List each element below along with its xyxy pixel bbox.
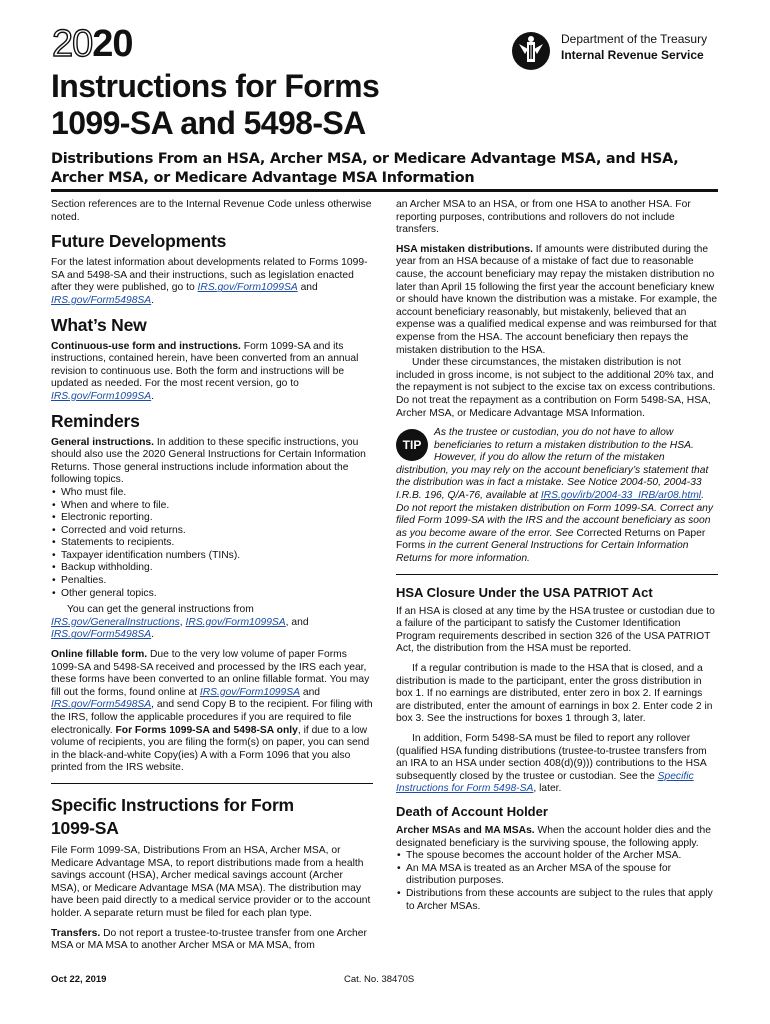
list-item: • Penalties. <box>51 575 373 588</box>
transfers-text: Transfers. Do not report a trustee-to-trustee transfer from one Archer MSA or MA MSA to another Archer MSA or MA MSA, from <box>51 927 367 952</box>
link-form5498sa[interactable]: IRS.gov/Form5498SA <box>51 294 152 306</box>
list-item: • Backup withholding. <box>51 562 373 575</box>
link-form1099sa-get[interactable]: IRS.gov/Form1099SA <box>185 616 286 628</box>
subtitle-line2: Archer MSA, or Medicare Advantage MSA Information <box>51 170 475 186</box>
online-fillable-text: Online fillable form. Due to the very low volume of paper Forms 1099-SA and 5498-SA received and processed by the IRS each year, these forms have been converted to an online fillable format. You may fill out the forms, found online at IRS.gov/Form1099SA and IRS.gov/Form5498SA, and send Copy B to the recipient. For filing with the IRS, follow the applicable procedures if you are required to file electronically. For Forms 1099-SA and 5498-SA only, if due to a low volume of recipients, you are filing the form(s) on paper, you can send in the black-and-white Copy(ies) A with a Form 1096 that you also printed from the IRS website. <box>51 649 373 774</box>
list-item: • Electronic reporting. <box>51 512 373 525</box>
link-form1099sa-online[interactable]: IRS.gov/Form1099SA <box>199 686 300 698</box>
subtitle-line1: Distributions From an HSA, Archer MSA, or Medicare Advantage MSA, and HSA, <box>51 151 679 167</box>
header-divider <box>51 189 718 192</box>
year-outline: 20 <box>52 23 93 65</box>
page-title <box>51 68 711 142</box>
list-item: • Who must file. <box>51 487 373 500</box>
reminders-heading: Reminders <box>51 410 140 431</box>
patriot-act-text: If an HSA is closed at any time by the HSA trustee or custodian due to a failure of the participant to satisfy the Customer Identification Program requirements described in section 326 of the USA PATRIOT Act, the distribution from the HSA must be reported. <box>396 605 715 655</box>
list-item: • Corrected and void returns. <box>51 525 373 538</box>
page-subtitle <box>51 150 751 188</box>
intro-text: Section references are to the Internal Revenue Code unless otherwise noted. <box>51 199 372 223</box>
file-form-text: File Form 1099-SA, Distributions From an HSA, Archer MSA, or Medicare Advantage MSA, to report distributions made from a health savings account (HSA), Archer medical savings account (Archer MSA), or Medicare Advantage MSA (MA MSA). The distribution may have been paid directly to a medical service provider or to the account holder. A separate return must be filed for each plan type. <box>51 844 371 919</box>
link-form1099sa-recent[interactable]: IRS.gov/Form1099SA <box>51 390 152 402</box>
list-item: • Statements to recipients. <box>51 537 373 550</box>
death-of-account-holder-heading: Death of Account Holder <box>396 803 548 819</box>
list-item: • Taxpayer identification numbers (TINs). <box>51 550 373 563</box>
link-specific-instructions-5498sa[interactable]: Specific Instructions for Form 5498-SA <box>396 770 694 795</box>
list-item: • Other general topics. <box>51 588 373 601</box>
list-item: • When and where to file. <box>51 500 373 513</box>
future-developments-heading: Future Developments <box>51 231 227 252</box>
mistaken-distributions-text: HSA mistaken distributions. If amounts were distributed during the year from an HSA because of a mistake of fact due to reasonable cause, the account beneficiary may repay the mistaken distribution no later than April 15 following the first year the account beneficiary knew or should have known the distribution was a mistake. For example, the account beneficiary reasonably, but mistakenly, believed that an expense was a qualified medical expense and was reimbursed for that expense from the HSA. The account beneficiary then repays the mistaken distribution to the HSA. <box>396 243 718 356</box>
patriot-act-heading: HSA Closure Under the USA PATRIOT Act <box>396 584 653 600</box>
link-form5498sa-online[interactable]: IRS.gov/Form5498SA <box>51 699 152 711</box>
irs-eagle-logo-icon <box>510 30 552 72</box>
continuous-use-text: Continuous-use form and instructions. Form 1099-SA and its instructions, contained herein, have been converted from an annual revision to continuous use. Both the form and instructions will be updated as needed. For the most recent version, go to IRS.gov/Form1099SA. <box>51 340 359 402</box>
link-irb-2004-33[interactable]: IRS.gov/irb/2004-33_IRB/ar08.html <box>540 490 702 502</box>
dept-line2: Internal Revenue Service <box>561 48 704 62</box>
transfers-continued-text: an Archer MSA to an HSA, or from one HSA to another HSA. For reporting purposes, contributions and rollovers do not include transfers. <box>396 199 691 236</box>
death-rules-list <box>396 850 718 913</box>
dept-line1: Department of the Treasury <box>561 32 708 46</box>
link-form5498sa-get[interactable]: IRS.gov/Form5498SA <box>51 629 152 641</box>
section-divider <box>396 574 718 575</box>
list-item: • An MA MSA is treated as an Archer MSA of the spouse for distribution purposes. <box>396 863 718 888</box>
list-item: • The spouse becomes the account holder of the Archer MSA. <box>396 850 718 863</box>
specific-instructions-heading: Specific Instructions for Form 1099-SA <box>51 794 294 838</box>
get-instructions-text: You can get the general instructions from IRS.gov/GeneralInstructions, IRS.gov/Form1099SA, and IRS.gov/Form5498SA. <box>51 604 309 641</box>
footer-date: Oct 22, 2019 <box>51 974 107 985</box>
regular-contribution-text: If a regular contribution is made to the HSA that is closed, and a distribution is made to the participant, enter the gross distribution in box 1. If no earnings are distributed, enter zero in box 2. If earnings are distributed, enter the amount of earnings in box 2. Enter code 2 in box 3. See the instructions for boxes 1 through 3, later. <box>396 663 713 725</box>
whats-new-heading: What’s New <box>51 314 147 335</box>
list-item: • Distributions from these accounts are subject to the rules that apply to Archer MSAs. <box>396 888 718 913</box>
topics-list <box>51 487 373 600</box>
archer-msa-text: Archer MSAs and MA MSAs. When the account holder dies and the designated beneficiary is the surviving spouse, the following apply. <box>396 824 711 849</box>
link-form1099sa[interactable]: IRS.gov/Form1099SA <box>197 282 298 294</box>
general-instructions-text: General instructions. In addition to these specific instructions, you should also use the 2020 General Instructions for Certain Information Returns. Those general instructions include information about the following topics. <box>51 436 366 486</box>
title-line2: 1099-SA and 5498-SA <box>51 105 366 141</box>
title-line1: Instructions for Forms <box>51 68 380 104</box>
tip-icon: TIP <box>396 429 428 461</box>
rollover-text: In addition, Form 5498-SA must be filed to report any rollover (qualified HSA funding distributions (trustee-to-trustee transfers from an IRA to an HSA under section 408(d)(9))) contributions to the HSA subsequently closed by the trustee or custodian. See the Specific Instructions for Form 5498-SA, later. <box>396 732 707 795</box>
circumstances-text: Under these circumstances, the mistaken distribution is not included in gross income, is not subject to the additional 20% tax, and the repayment is not subject to the excise tax on excess contributions. Do not treat the repayment as a contribution on Form 5498-SA, HSA, Archer MSA, or Medicare Advantage MSA Information. <box>396 357 716 419</box>
year-bold: 20 <box>92 23 133 65</box>
right-column <box>396 199 718 917</box>
section-divider <box>51 783 373 784</box>
footer-catalog-number: Cat. No. 38470S <box>344 974 415 985</box>
form-year <box>52 22 133 66</box>
left-column <box>51 199 373 960</box>
link-general-instructions[interactable]: IRS.gov/GeneralInstructions <box>51 616 180 628</box>
future-developments-text: For the latest information about developments related to Forms 1099-SA and 5498-SA and their instructions, such as legislation enacted after they were published, go to IRS.gov/Form1099SA and IRS.gov/Form5498SA. <box>51 257 368 306</box>
tip-box: TIP As the trustee or custodian, you do not have to allow beneficiaries to return a mistaken distribution to the HSA. However, if you do allow the return of the mistaken distribution, you may rely on the account beneficiary’s statement that the distribution was in fact a mistake. See Notice 2004-50, 2004-33 I.R.B. 196, Q/A-76, available at IRS.gov/irb/2004-33_IRB/ar08.html. Do not report the mistaken distribution on Form 1099-SA. Correct any filed Form 1099-SA with the IRS and the account beneficiary as soon as you become aware of the error. See Corrected Returns on Paper Forms in the current General Instructions for Certain Information Returns for more information. <box>396 427 714 565</box>
